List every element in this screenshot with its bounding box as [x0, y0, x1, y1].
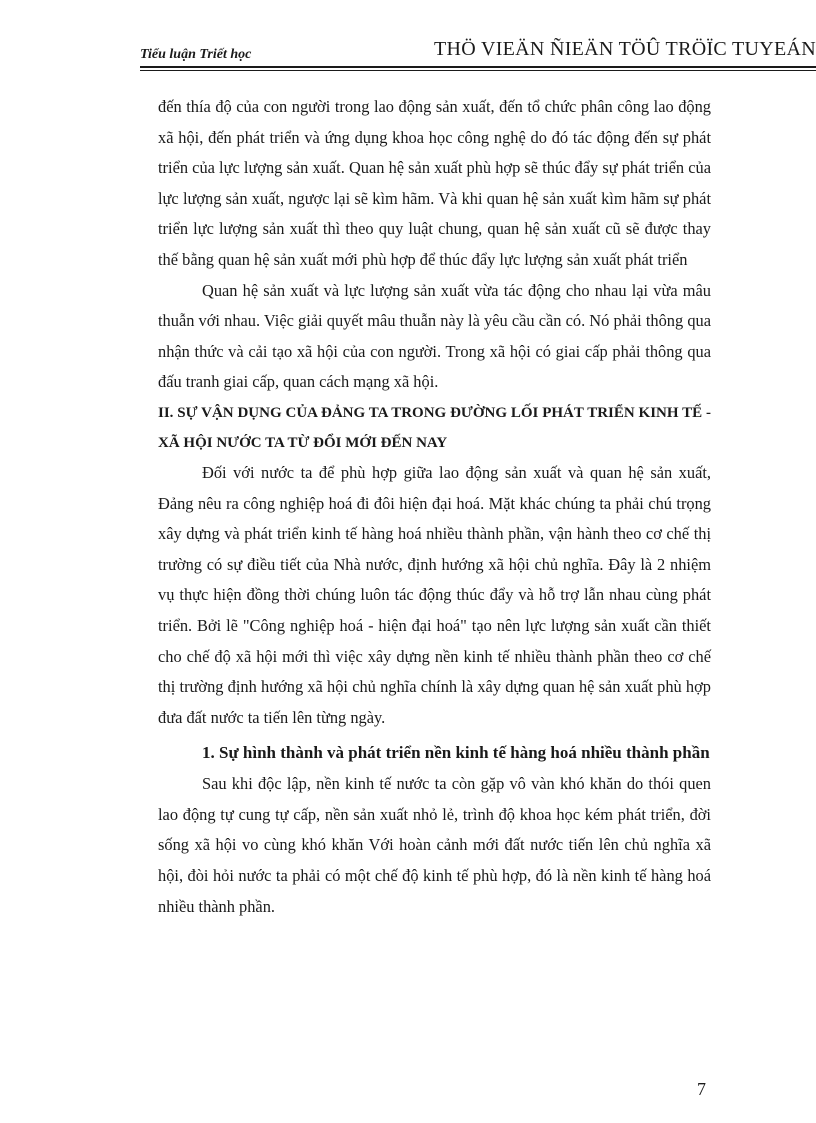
paragraph-3: Đối với nước ta để phù hợp giữa lao động sản xuất và quan hệ sản xuất, Đảng nêu ra công nghiệp hoá đi đôi hiện đại hoá. Mặt khác chúng ta phải chú trọng xây dựng và phát triển kinh tế hàng hoá nhiều thành phần, vận hành theo cơ chế thị trường có sự điều tiết của Nhà nước, định hướng xã hội chủ nghĩa. Đây là 2 nhiệm vụ thực hiện đồng thời chúng luôn tác động thúc đẩy và hỗ trợ lẫn nhau cùng phát triển. Bởi lẽ "Công nghiệp hoá - hiện đại hoá" tạo nên lực lượng sản xuất cần thiết cho chế độ xã hội mới thì việc xây dựng nền kinh tế nhiều thành phần theo cơ chế thị trường định hướng xã hội chủ nghĩa chính là xây dựng quan hệ sản xuất phù hợp đưa đất nước ta tiến lên từng ngày. [158, 462, 711, 727]
paragraph-2: Quan hệ sản xuất và lực lượng sản xuất vừa tác động cho nhau lại vừa mâu thuẫn với nhau. Việc giải quyết mâu thuẫn này là yêu cầu cần có. Nó phải thông qua nhận thức và cải tạo xã hội của con người. Trong xã hội có giai cấp phải thông qua đấu tranh giai cấp, quan cách mạng xã hội. [158, 280, 711, 392]
section-heading: II. SỰ VẬN DỤNG CỦA ĐẢNG TA TRONG ĐƯỜNG LỐI PHÁT TRIỂN KINH TẾ - XÃ HỘI NƯỚC TA TỪ ĐỔI MỚI ĐẾN NAY [158, 404, 711, 451]
page-number: 7 [697, 1079, 706, 1099]
header-divider-thin [140, 70, 816, 71]
subsection-heading: 1. Sự hình thành và phát triển nền kinh tế hàng hoá nhiều thành phần [202, 743, 710, 763]
header-document-title: Tiểu luận Triết học [140, 47, 252, 62]
paragraph-4: Sau khi độc lập, nền kinh tế nước ta còn gặp vô vàn khó khăn do thói quen lao động tự cung tự cấp, nền sản xuất nhỏ lẻ, trình độ khoa học kém phát triển, đời sống xã hội vo cùng khó khăn Với hoàn cảnh mới đất nước tiến lên chủ nghĩa xã hội, đòi hỏi nước ta phải có một chế độ kinh tế phù hợp, đó là nền kinh tế hàng hoá nhiều thành phần. [158, 774, 711, 916]
paragraph-1: đến thía độ của con người trong lao động sản xuất, đến tổ chức phân công lao động xã hội, đến phát triển và ứng dụng khoa học công nghệ do đó tác động đến sự phát triển của lực lượng sản xuất. Quan hệ sản xuất phù hợp sẽ thúc đẩy sự phát triển của lực lượng sản xuất, ngược lại sẽ kìm hãm. Và khi quan hệ sản xuất kìm hãm sự phát triển lực lượng sản xuất thì theo quy luật chung, quan hệ sản xuất cũ sẽ được thay thế bằng quan hệ sản xuất mới phù hợp để thúc đẩy lực lượng sản xuất phát triển [158, 97, 711, 269]
page-header [140, 30, 816, 70]
document-body [158, 92, 711, 922]
header-library-title: THÖ VIEÄN ÑIEÄN TÖÛ TRÖÏC TUYEÁN [434, 38, 816, 60]
header-divider [140, 66, 816, 68]
